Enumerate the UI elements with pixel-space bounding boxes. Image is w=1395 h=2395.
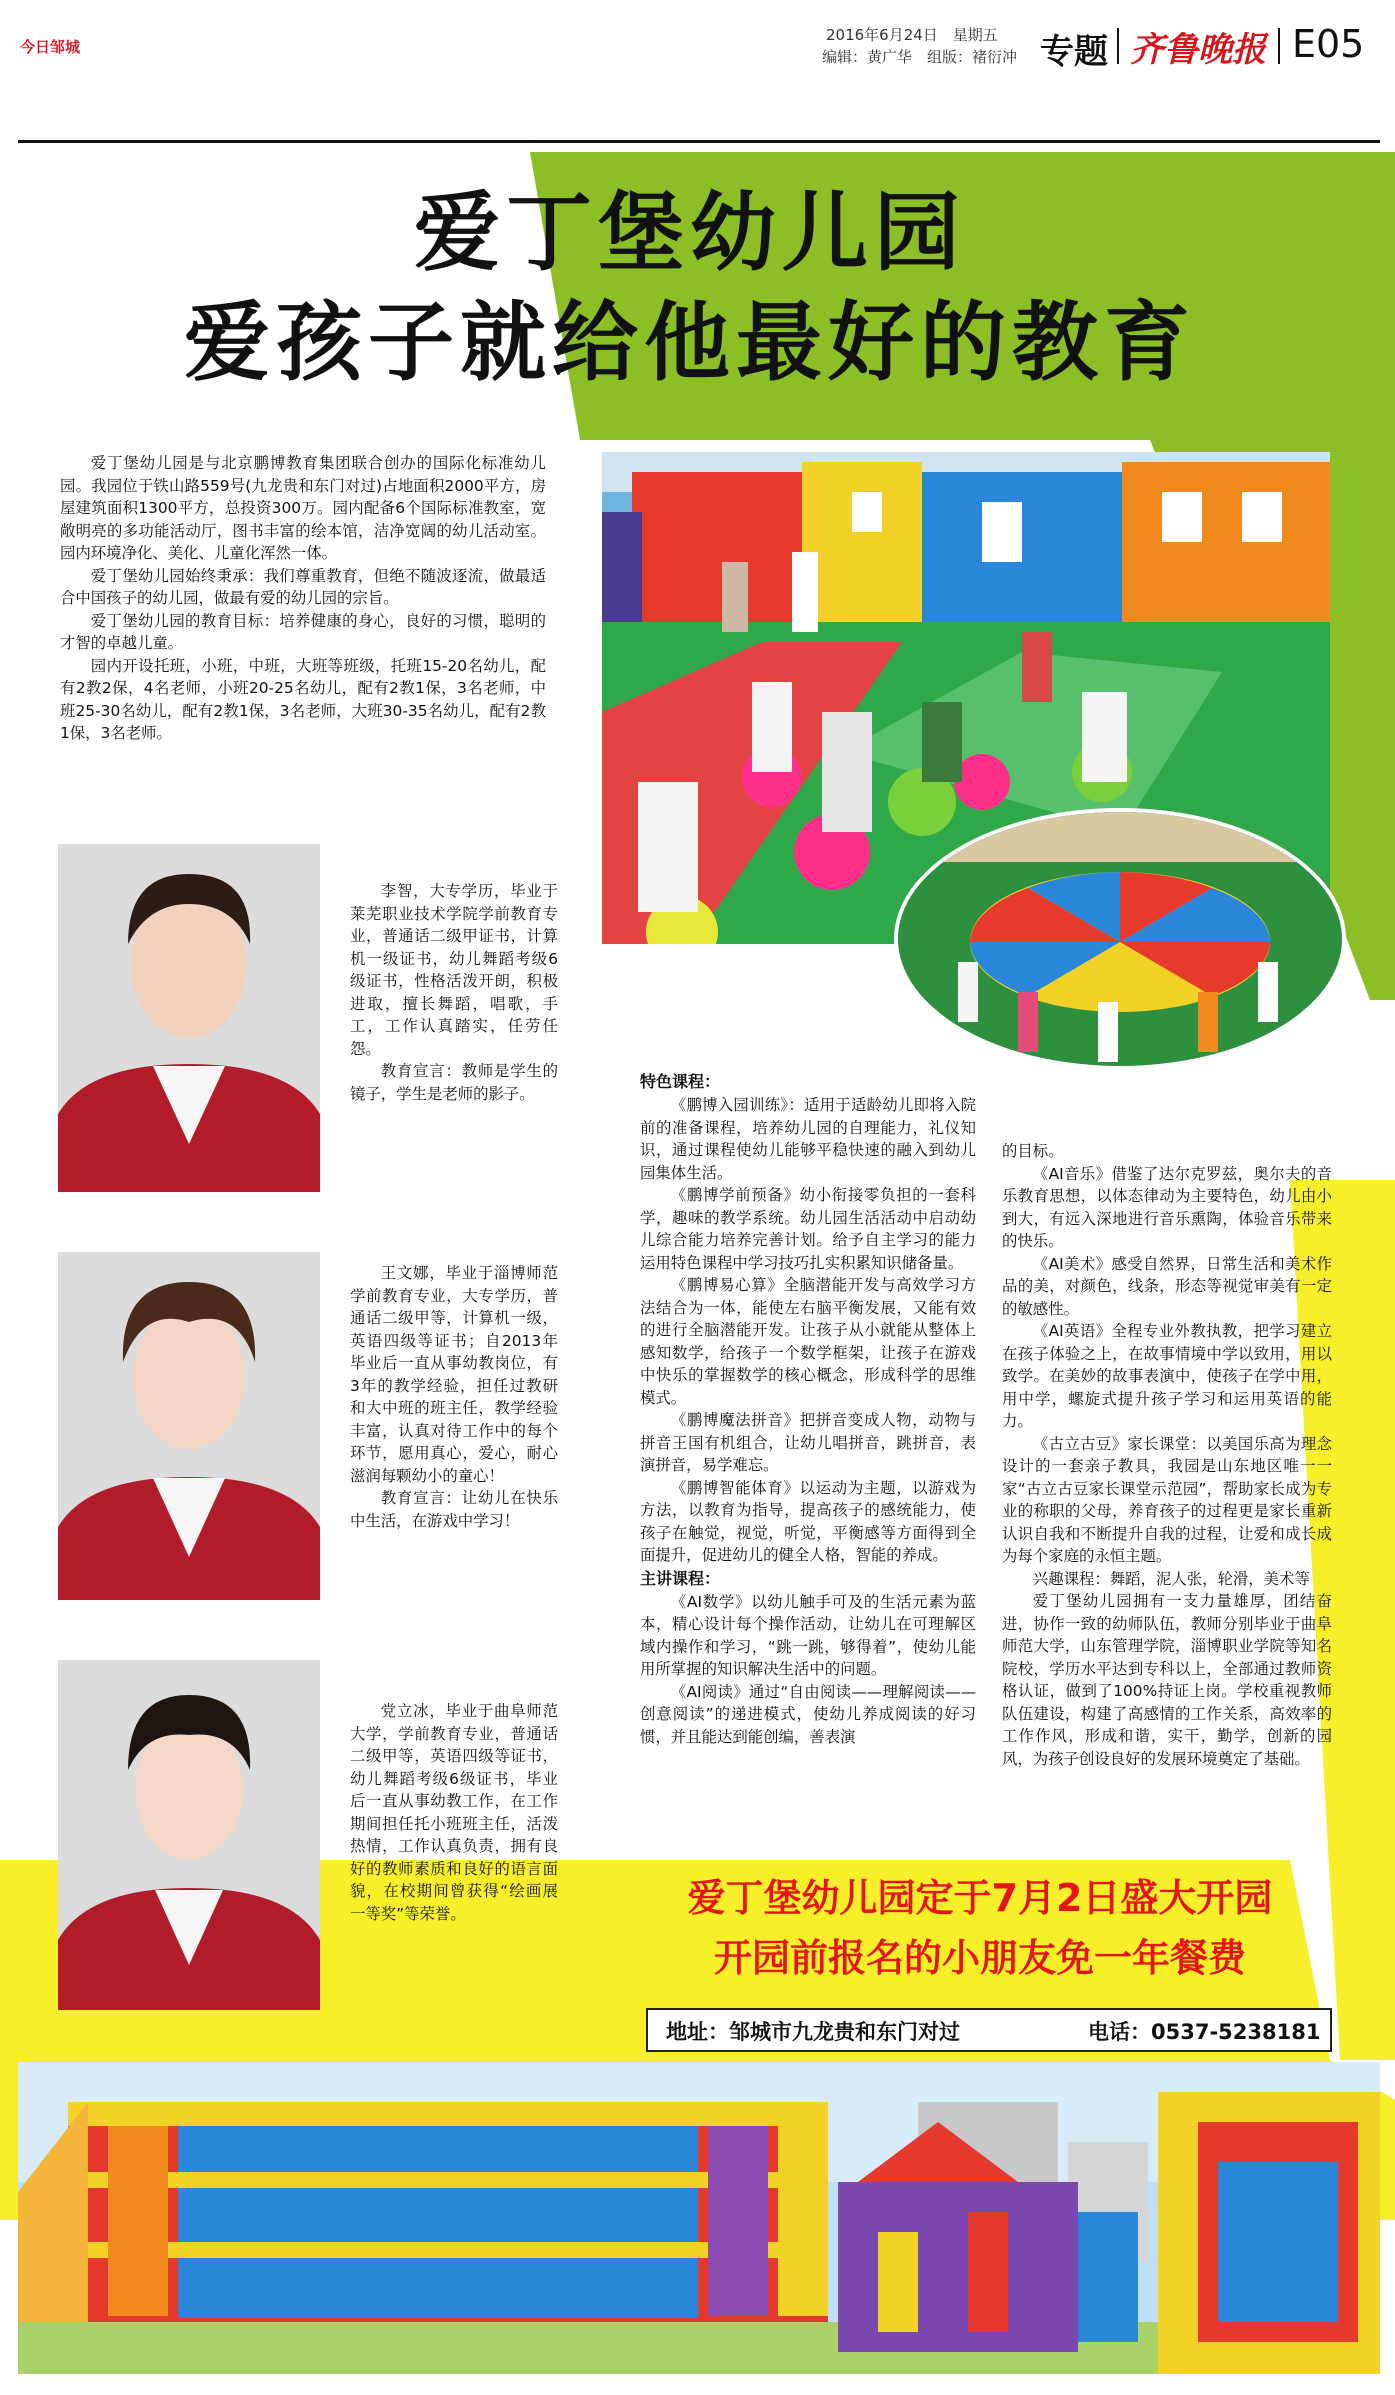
right-paragraph: 爱丁堡幼儿园拥有一支力量雄厚，团结奋进，协作一致的幼师队伍，教师分别毕业于曲阜师范大学，山东管理学院，淄博职业学院等知名院校，学历水平达到专科以上，全部通过教师资格认证，做到了100%持证上岗。学校重视教师队伍建设，构建了高感情的工作关系，高效率的工作作风，形成和谐，实干，勤学，创新的园风，为孩子创设良好的发展环境奠定了基础。	[1002, 1592, 1332, 1768]
intro-paragraph: 园内开设托班，小班，中班，大班等班级，托班15-20名幼儿，配有2教2保，4名老师，小班20-25名幼儿，配有2教1保，3名老师，中班25-30名幼儿，配有2教1保，3名老师，大班30-35名幼儿，配有2教1保，3名老师。	[60, 656, 546, 742]
address-text: 地址：邹城市九龙贵和东门对过	[666, 2020, 960, 2044]
teacher-bio-text: 李智，大专学历，毕业于莱芜职业技术学院学前教育专业，普通话二级甲证书，计算机一级证书，幼儿舞蹈考级6级证书，性格活泼开朗，积极进取，擅长舞蹈，唱歌，手工，工作认真踏实，任劳任怨。	[350, 882, 558, 1058]
teacher-bio-text: 党立冰，毕业于曲阜师范大学，学前教育专业，普通话二级甲等，英语四级等证书，幼儿舞蹈考级6级证书，毕业后一直从事幼教工作，在工作期间担任托小班班主任，活泼热情，工作认真负责，拥有良好的教师素质和良好的语言面貌，在校期间曾获得“绘画展一等奖”等荣誉。	[350, 1702, 558, 1923]
teacher-motto: 教育宣言：让幼儿在快乐中生活，在游戏中学习！	[350, 1489, 558, 1530]
brand-logo: 齐鲁晚报	[1130, 30, 1266, 70]
contact-box	[646, 2008, 1332, 2052]
page-title-line2: 爱孩子就给他最好的教育	[184, 292, 1196, 393]
teacher-photo-1	[58, 844, 320, 1192]
course-item: 《鹏博魔法拼音》把拼音变成人物，动物与拼音王国有机组合，让幼儿唱拼音，跳拼音，表演拼音，易学难忘。	[640, 1411, 976, 1474]
header-divider	[1117, 28, 1119, 64]
section-label: 今日邹城	[20, 38, 81, 56]
topic-label: 专题	[1040, 32, 1108, 72]
parachute-photo	[894, 808, 1346, 1070]
main-courses-heading: 主讲课程：	[640, 1568, 721, 1588]
right-paragraph: 的目标。	[1002, 1142, 1064, 1160]
course-item: 《鹏博学前预备》幼小衔接零负担的一套科学，趣味的教学系统。幼儿园生活活动中启动幼儿综合能力培养完善计划。给予自主学习的能力运用特色课程中学习技巧扎实积累知识储备量。	[640, 1186, 976, 1272]
promo-line-1: 爱丁堡幼儿园定于7月2日盛大开园	[687, 1876, 1273, 1920]
teacher-photo-2	[58, 1252, 320, 1600]
promo-line-2: 开园前报名的小朋友免一年餐费	[713, 1936, 1246, 1980]
course-item: 《鹏博易心算》全脑潜能开发与高效学习方法结合为一体，能使左右脑平衡发展，又能有效的进行全脑潜能开发。让孩子从小就能从整体上感知数学，给孩子一个数学框架，让孩子在游戏中快乐的掌握数学的核心概念，形成科学的思维模式。	[640, 1276, 976, 1407]
courses-heading: 特色课程：	[640, 1072, 721, 1091]
right-column	[1002, 1140, 1332, 1770]
right-paragraph: 兴趣课程：舞蹈，泥人张，轮滑，美术等	[1032, 1569, 1310, 1588]
course-item: 《鹏博智能体育》以运动为主题，以游戏为方法，以教育为指导，提高孩子的感统能力，使孩子在触觉，视觉，听觉，平衡感等方面得到全面提升，促进幼儿的健全人格，智能的养成。	[640, 1478, 976, 1564]
teacher-bio-1	[350, 880, 558, 1105]
page-title-line1: 爱丁堡幼儿园	[414, 182, 966, 283]
right-paragraph: 《AI音乐》借鉴了达尔克罗兹，奥尔夫的音乐教育思想，以体态律动为主要特色，幼儿由小到大，有远入深地进行音乐熏陶，体验音乐带来的快乐。	[1002, 1164, 1332, 1250]
course-item: 《鹏博入园训练》：适用于适龄幼儿即将入院前的准备课程，培养幼儿园的自理能力，礼仪知识，通过课程使幼儿能够平稳快速的融入到幼儿园集体生活。	[640, 1096, 976, 1182]
editor-line: 编辑：黄广华 组版：褚衍冲	[822, 48, 1018, 66]
intro-paragraph: 爱丁堡幼儿园的教育目标：培养健康的身心，良好的习惯，聪明的才智的卓越儿童。	[60, 611, 546, 652]
right-paragraph: 《AI英语》全程专业外教执教，把学习建立在孩子体验之上，在故事情境中学以致用，用以致学。在美妙的故事表演中，使孩子在学中用，用中学，螺旋式提升孩子学习和运用英语的能力。	[1002, 1322, 1332, 1430]
teacher-bio-text: 王文娜，毕业于淄博师范学前教育专业，大专学历，普通话二级甲等，计算机一级，英语四级等证书；自2013年毕业后一直从事幼教岗位，有3年的教学经验，担任过教研和大中班的班主任，教学经验丰富，认真对待工作中的每个环节，愿用真心，爱心，耐心滋润每颗幼小的童心！	[350, 1264, 558, 1485]
intro-paragraph: 爱丁堡幼儿园始终秉承：我们尊重教育，但绝不随波逐流，做最适合中国孩子的幼儿园，做最有爱的幼儿园的宗旨。	[60, 566, 546, 607]
phone-text: 电话：0537-5238181	[1088, 2020, 1321, 2044]
building-photo	[18, 2062, 1380, 2374]
intro-text	[60, 452, 546, 745]
teacher-bio-3	[350, 1700, 558, 1925]
teacher-bio-2	[350, 1262, 558, 1532]
teacher-photo-3	[58, 1660, 320, 2010]
courses-column	[640, 1070, 976, 1748]
date-line: 2016年6月24日 星期五	[826, 26, 998, 44]
right-paragraph: 《古立古豆》家长课堂：以美国乐高为理念设计的一套亲子教具，我园是山东地区唯一一家“古立古豆家长课堂示范园”，帮助家长成为专业的称职的父母，养育孩子的过程更是家长重新认识自我和不断提升自我的过程，让爱和成长成为每个家庭的永恒主题。	[1002, 1434, 1332, 1565]
main-course-item: 《AI阅读》通过“自由阅读——理解阅读——创意阅读”的递进模式，使幼儿养成阅读的好习惯，并且能达到能创编，善表演	[640, 1682, 976, 1746]
intro-paragraph: 爱丁堡幼儿园是与北京鹏博教育集团联合创办的国际化标准幼儿园。我园位于铁山路559号(九龙贵和东门对过)占地面积2000平方，房屋建筑面积1300平方，总投资300万。园内配备6个国际标准教室，宽敞明亮的多功能活动厅，图书丰富的绘本馆，洁净宽阔的幼儿活动室。园内环境净化、美化、儿童化浑然一体。	[60, 454, 546, 562]
main-course-item: 《AI数学》以幼儿触手可及的生活元素为蓝本，精心设计每个操作活动，让幼儿在可理解区域内操作和学习，“跳一跳，够得着”，使幼儿能用所掌握的知识解决生活中的问题。	[640, 1592, 976, 1678]
right-paragraph: 《AI美术》感受自然界，日常生活和美术作品的美，对颜色，线条，形态等视觉审美有一定的敏感性。	[1002, 1254, 1332, 1318]
teacher-motto: 教育宣言：教师是学生的镜子，学生是老师的影子。	[350, 1062, 558, 1103]
header-divider-2	[1278, 28, 1280, 64]
page-number: E05	[1292, 22, 1365, 66]
